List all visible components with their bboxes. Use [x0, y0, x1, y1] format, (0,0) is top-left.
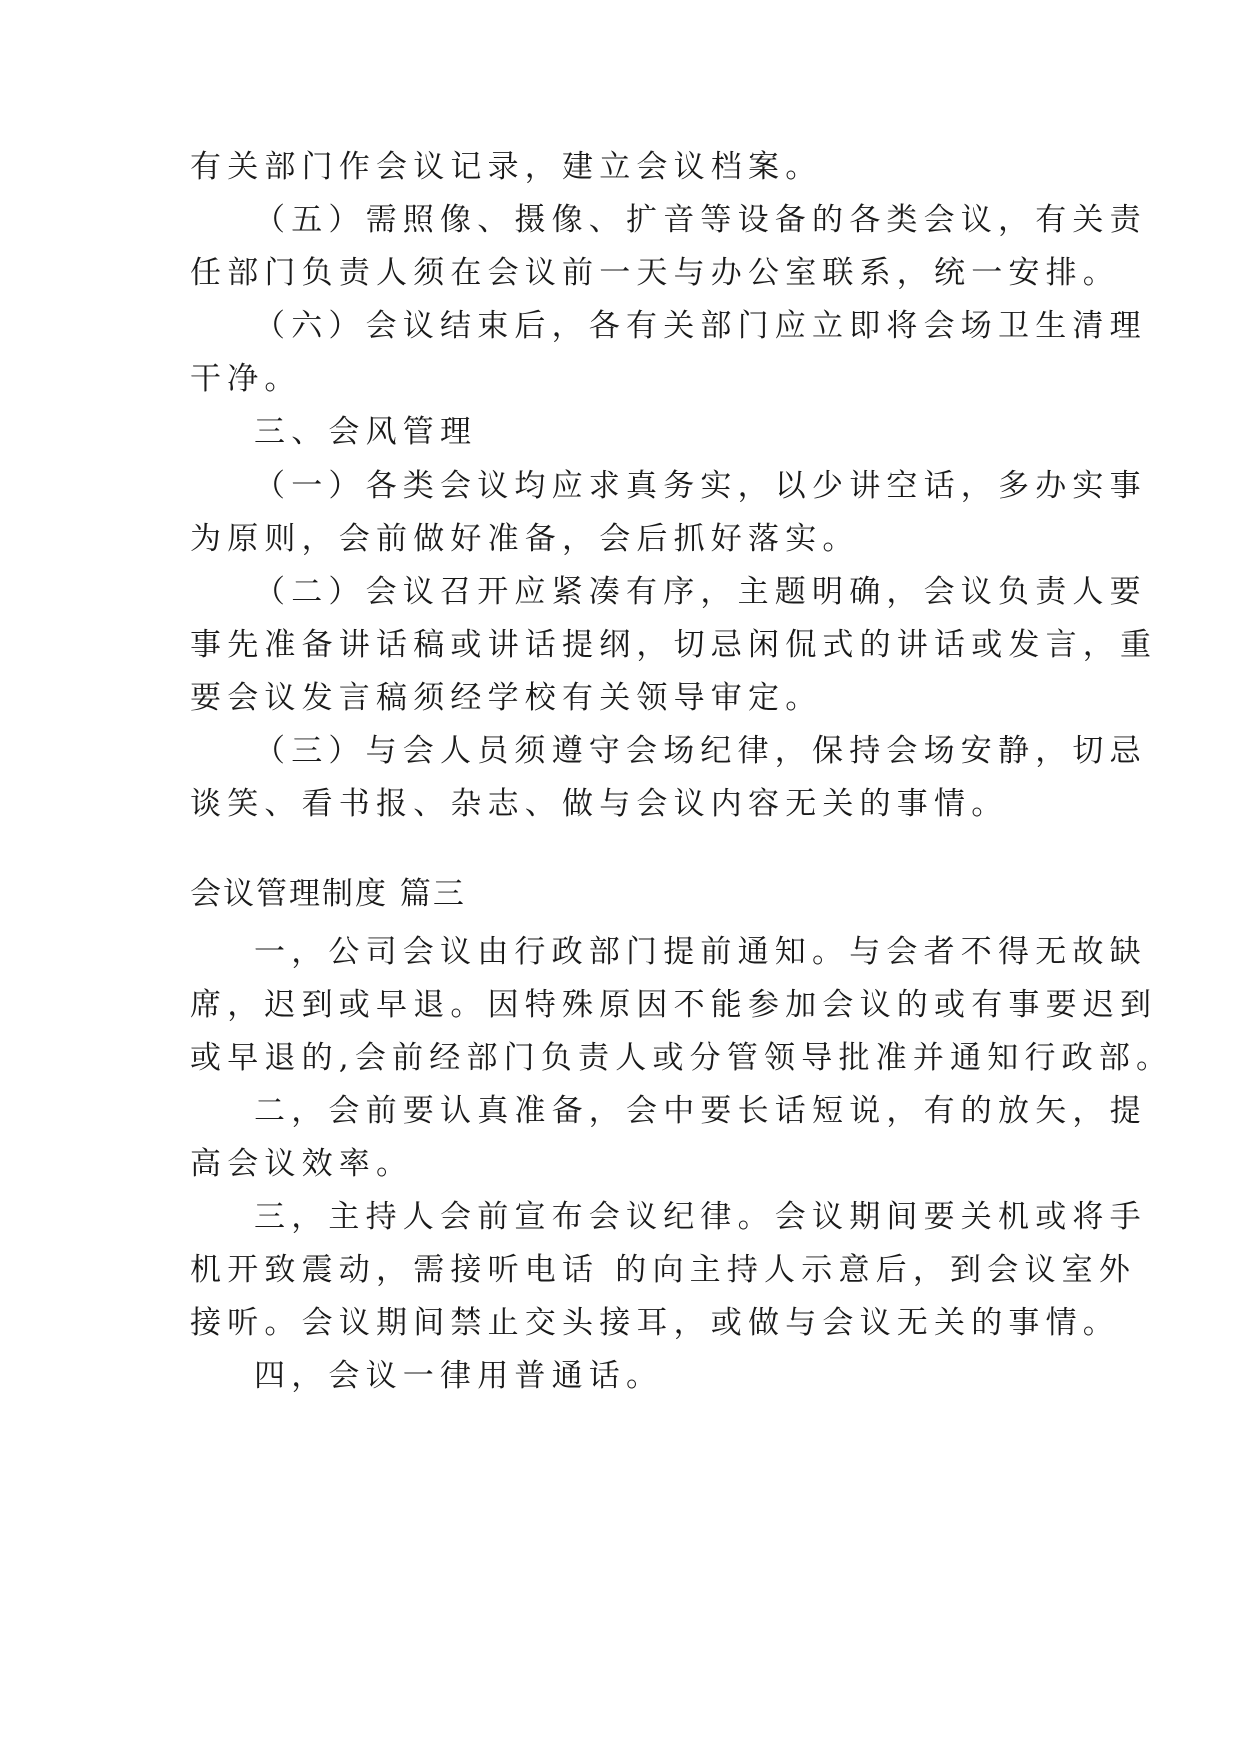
paragraph-line: 机开致震动，需接听电话 的向主持人示意后，到会议室外	[190, 1252, 1137, 1288]
paragraph-line: 一，公司会议由行政部门提前通知。与会者不得无故缺	[254, 934, 1147, 970]
paragraph-line: （五）需照像、摄像、扩音等设备的各类会议，有关责	[254, 202, 1147, 238]
paragraph-line: （二）会议召开应紧凑有序，主题明确，会议负责人要	[254, 574, 1147, 610]
paragraph-line: 任部门负责人须在会议前一天与办公室联系，统一安排。	[190, 255, 1120, 291]
paragraph-line: （六）会议结束后，各有关部门应立即将会场卫生清理	[254, 308, 1147, 344]
paragraph-line: 二，会前要认真准备，会中要长话短说，有的放矢，提	[254, 1093, 1147, 1129]
paragraph-line: 要会议发言稿须经学校有关领导审定。	[190, 680, 823, 716]
paragraph-line: （一）各类会议均应求真务实，以少讲空话，多办实事	[254, 468, 1147, 504]
paragraph-line: 谈笑、看书报、杂志、做与会议内容无关的事情。	[190, 786, 1009, 822]
paragraph-line: 三，主持人会前宣布会议纪律。会议期间要关机或将手	[254, 1199, 1147, 1235]
paragraph-line: 接听。会议期间禁止交头接耳，或做与会议无关的事情。	[190, 1305, 1120, 1341]
paragraph-line: 高会议效率。	[190, 1146, 414, 1182]
paragraph-line: （三）与会人员须遵守会场纪律，保持会场安静，切忌	[254, 733, 1147, 769]
paragraph-line: 事先准备讲话稿或讲话提纲，切忌闲侃式的讲话或发言，重	[190, 627, 1158, 663]
paragraph-line: 有关部门作会议记录，建立会议档案。	[190, 149, 823, 185]
paragraph-line: 席，迟到或早退。因特殊原因不能参加会议的或有事要迟到	[190, 987, 1158, 1023]
paragraph-line: 干净。	[190, 361, 302, 397]
paragraph-line: 四，会议一律用普通话。	[254, 1358, 664, 1394]
paragraph-line: 或早退的,会前经部门负责人或分管领导批准并通知行政部。	[190, 1040, 1174, 1076]
section-heading: 三、会风管理	[254, 414, 478, 450]
section-title: 会议管理制度 篇三	[190, 876, 466, 912]
paragraph-line: 为原则，会前做好准备，会后抓好落实。	[190, 521, 860, 557]
